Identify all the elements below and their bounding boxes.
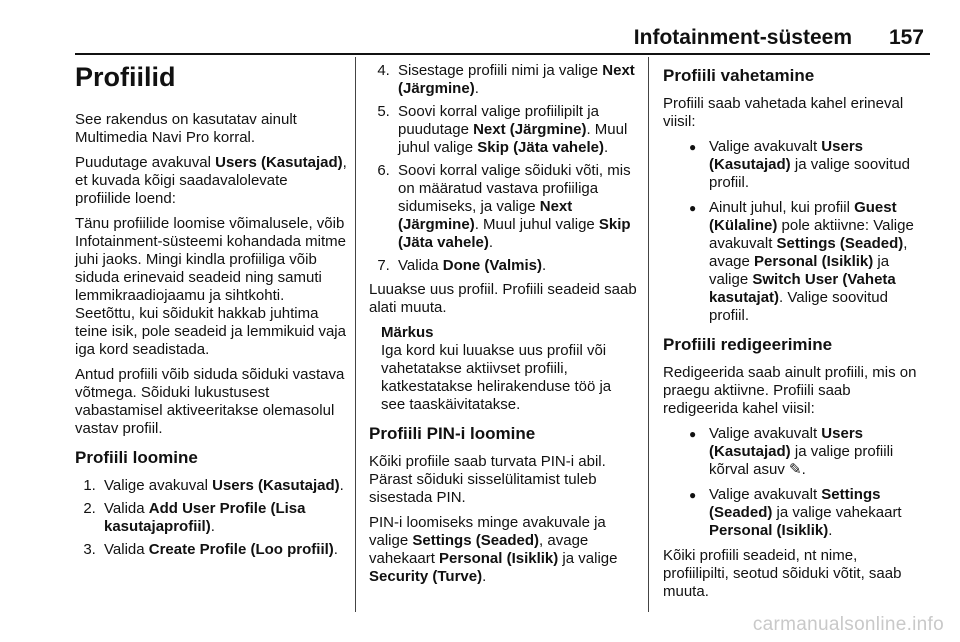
list-item: ● Valige avakuvalt Settings (Seaded) ja valige vahekaart Personal (Isiklik). (689, 486, 925, 540)
column-2 (369, 62, 637, 593)
page-heading: Profiilid (75, 62, 176, 92)
column-divider (355, 57, 356, 612)
list-item: 2. Valida Add User Profile (Lisa kasutajaprofiil). (100, 500, 347, 536)
list-item: ● Valige avakuvalt Users (Kasutajad) ja valige profiili kõrval asuv ✎. (689, 425, 925, 479)
page-number: 157 (888, 26, 924, 49)
paragraph: Redigeerida saab ainult profiili, mis on praegu aktiivne. Profiili saab redigeerida kahel viisil: (663, 364, 917, 417)
list-item: 1. Valige avakuval Users (Kasutajad). (100, 477, 347, 495)
column-divider (648, 57, 649, 612)
paragraph: Profiili saab vahetada kahel erineval viisil: (663, 95, 904, 130)
section-title: Infotainment-süsteem (633, 26, 852, 49)
pencil-icon: ✎ (789, 461, 802, 478)
steps-list (75, 477, 347, 559)
list-item: ● Valige avakuvalt Users (Kasutajad) ja valige soovitud profiil. (689, 138, 925, 192)
list-item: 4. Sisestage profiili nimi ja valige Next (Järgmine). (394, 62, 637, 98)
paragraph: Luuakse uus profiil. Profiili seadeid saab alati muuta. (369, 281, 637, 316)
paragraph: Kõiki profiili seadeid, nt nime, profiilipilti, seotud sõiduki võtit, saab muuta. (663, 547, 902, 600)
paragraph: Antud profiili võib siduda sõiduki vastava võtmega. Sõiduki lukustusest vabastamisel aktiveeritakse olemasolul vastav profiil. (75, 366, 345, 437)
subheading: Profiili vahetamine (663, 66, 815, 85)
note-text: Iga kord kui luuakse uus profiil või vahetatakse aktiivset profiili, katkestatakse helirakenduse töö ja see taaskäivitatakse. (381, 342, 612, 413)
list-item: ● Ainult juhul, kui profiil Guest (Külaline) pole aktiivne: Valige avakuvalt Settings (Seaded), avage Personal (Isiklik) ja valige Switch User (Vaheta kasutajat). Valige soovitud profiil. (689, 199, 925, 325)
list-item: 5. Soovi korral valige profiilipilt ja puudutage Next (Järgmine). Muul juhul valige Skip (Jäta vahele). (394, 103, 637, 157)
bullet-list (663, 425, 925, 540)
list-item: 6. Soovi korral valige sõiduki võti, mis on määratud vastava profiiliga sidumiseks, ja valige Next (Järgmine). Muul juhul valige Skip (Jäta vahele). (394, 162, 637, 252)
subheading: Profiili PIN-i loomine (369, 424, 536, 443)
column-3 (663, 62, 925, 608)
paragraph: Puudutage avakuval Users (Kasutajad), et kuvada kõigi saadavalolevate profiilide loend: (75, 154, 347, 207)
note-title: Märkus (381, 324, 434, 341)
paragraph: Tänu profiilide loomise võimalusele, võib Infotainment-süsteemi kohandada mitme juhi jaoks. Mingi kindla profiiliga võib siduda erinevaid seadeid ning samuti lemmikraadiojaamu ja sihtkohti. Seetõttu, kui sõidukit hakkab juhtima teine isik, pole seadeid ja lemmikuid vaja iga kord seadistada. (75, 215, 346, 358)
note-box (381, 324, 637, 414)
paragraph: Kõiki profiile saab turvata PIN-i abil. Pärast sõiduki sisselülitamist tuleb sisestada PIN. (369, 453, 606, 506)
list-item: 3. Valida Create Profile (Loo profiil). (100, 541, 347, 559)
column-1 (75, 62, 347, 565)
header-rule (75, 53, 930, 55)
watermark: carmanualsonline.info (752, 614, 944, 635)
subheading: Profiili loomine (75, 448, 198, 467)
paragraph: See rakendus on kasutatav ainult Multimedia Navi Pro korral. (75, 111, 297, 146)
bullet-list (663, 138, 925, 325)
list-item: 7. Valida Done (Valmis). (394, 257, 637, 275)
steps-list (369, 62, 637, 275)
subheading: Profiili redigeerimine (663, 335, 833, 354)
paragraph: PIN-i loomiseks minge avakuvale ja valige Settings (Seaded), avage vahekaart Personal (Isiklik) ja valige Security (Turve). (369, 514, 618, 585)
page-header (0, 0, 960, 58)
